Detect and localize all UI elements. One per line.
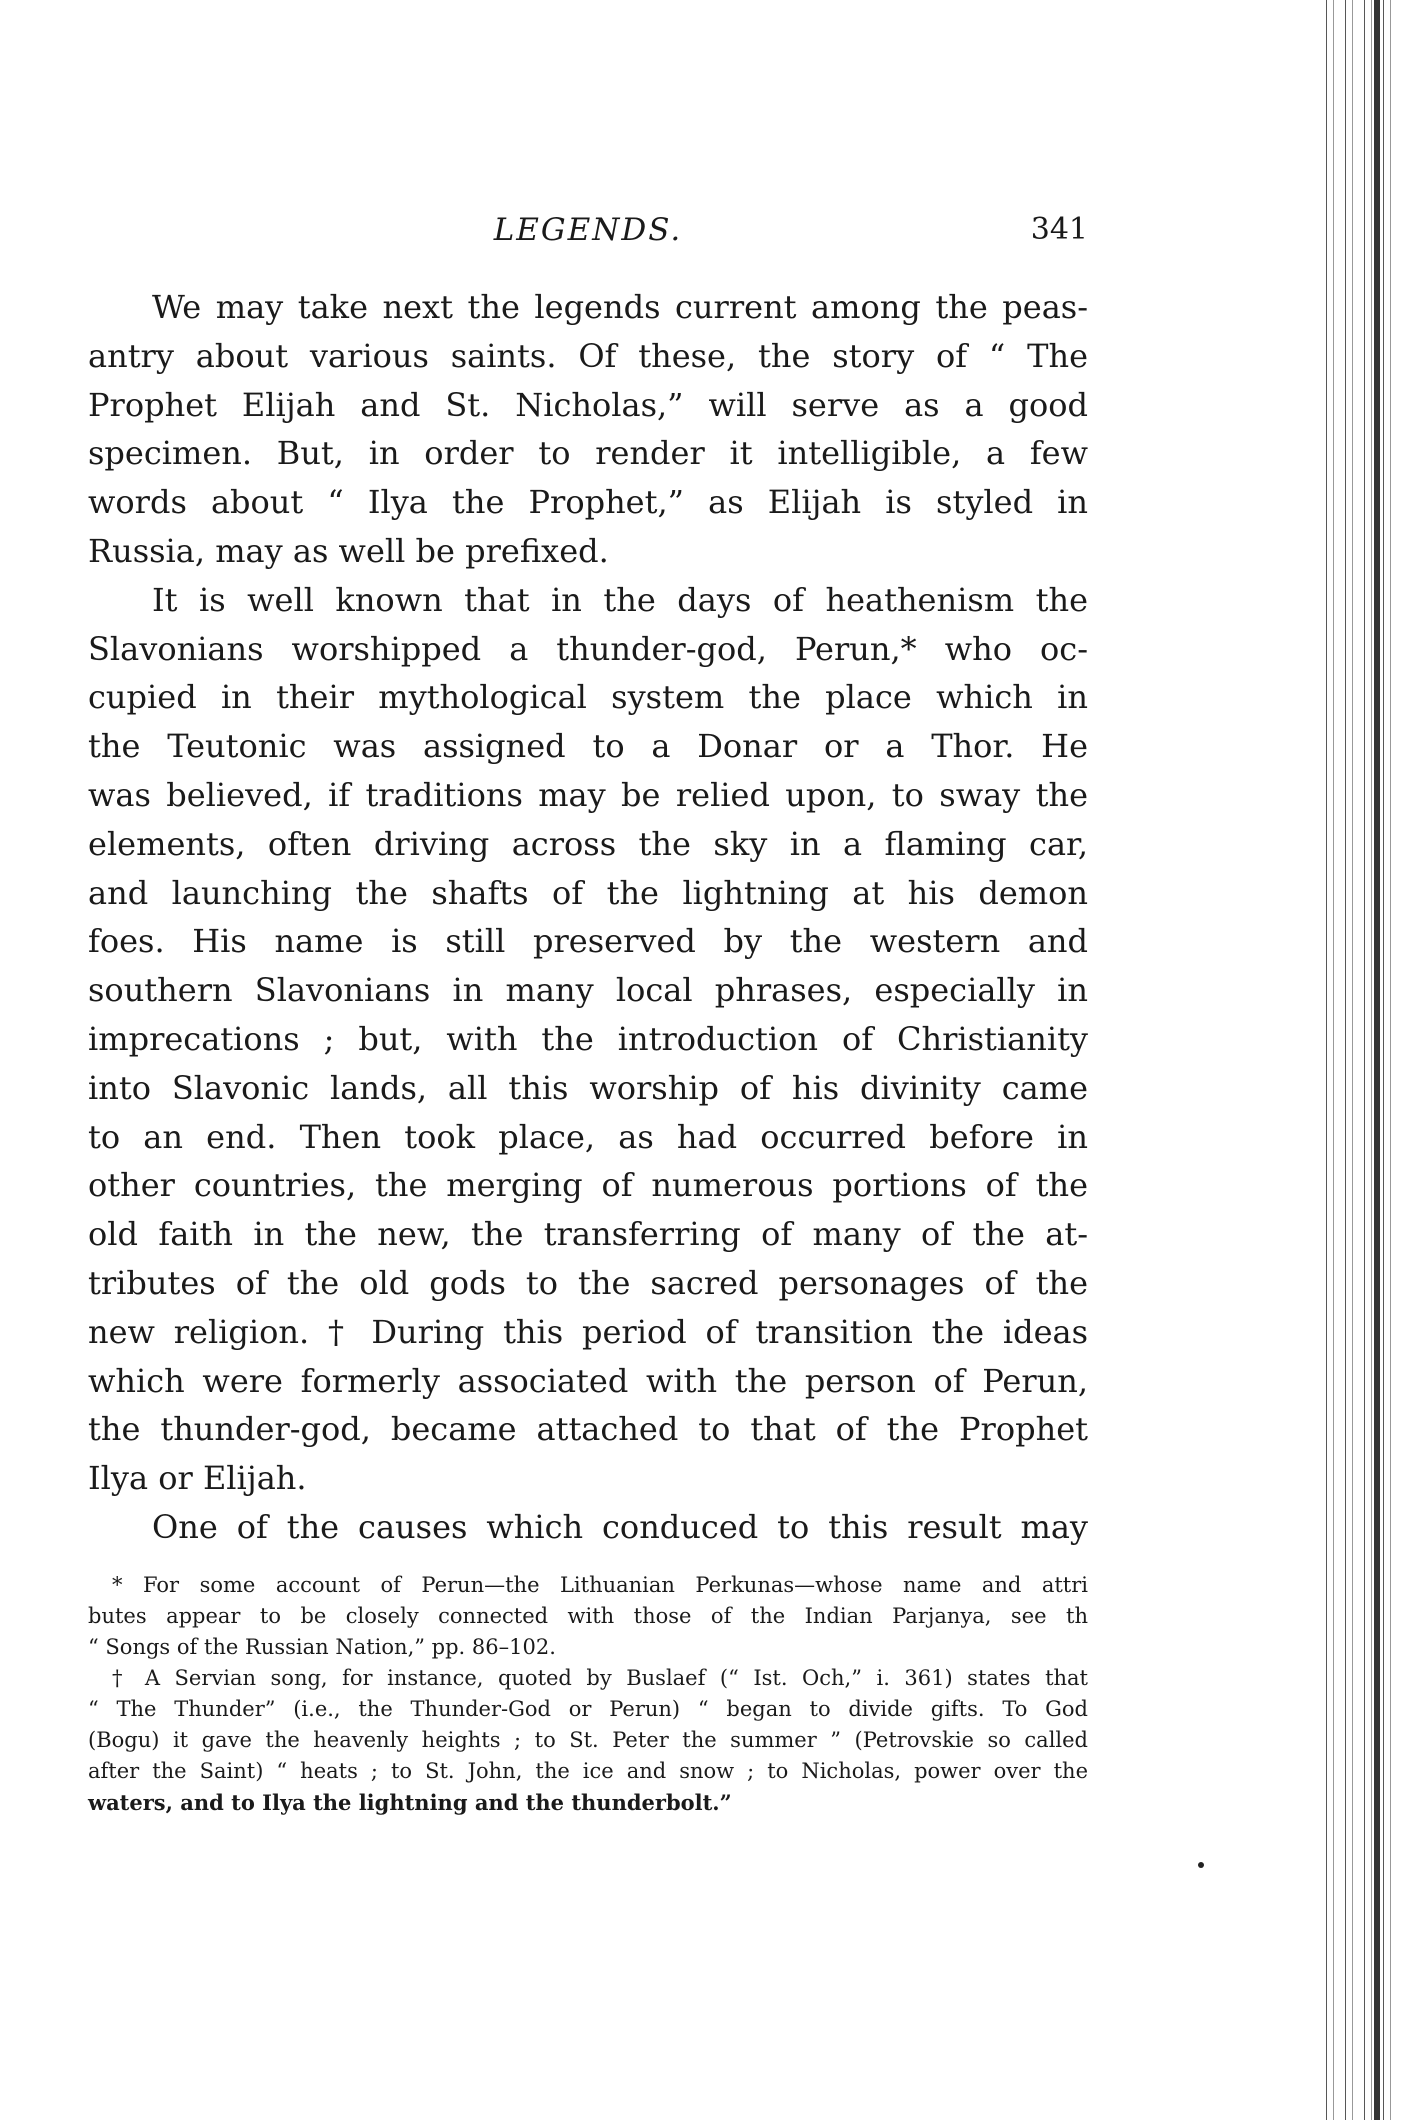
text-line: old faith in the new, the transferring of many of the at- <box>88 1215 1088 1254</box>
text-line: other countries, the merging of numerous portions of the <box>88 1166 1088 1205</box>
text-line: imprecations ; but, with the introduction of Christianity <box>88 1019 1088 1058</box>
text-line: to an end. Then took place, as had occurred before in <box>88 1117 1088 1156</box>
text-line: It is well known that in the days of heathenism the <box>152 580 1088 619</box>
text-line: words about “ Ilya the Prophet,” as Elijah is styled in <box>88 483 1088 522</box>
page-number: 341 <box>1030 212 1088 247</box>
book-spine-line <box>1374 0 1380 2120</box>
text-line: specimen. But, in order to render it intelligible, a few <box>88 434 1088 473</box>
book-edge-shadow <box>1320 0 1402 2120</box>
ink-speck <box>1198 1862 1204 1868</box>
footnote-line: * For some account of Perun—the Lithuanian Perkunas—whose name and attri <box>112 1573 1088 1597</box>
text-line: Prophet Elijah and St. Nicholas,” will serve as a good <box>88 385 1088 424</box>
footnotes <box>88 1570 1088 1818</box>
text-line: which were formerly associated with the person of Perun, <box>88 1361 1088 1400</box>
text-line: southern Slavonians in many local phrases, especially in <box>88 971 1088 1010</box>
text-line: Russia, may as well be prefixed. <box>88 531 609 570</box>
text-line: Slavonians worshipped a thunder-god, Perun,* who oc- <box>88 629 1088 668</box>
text-line: the thunder-god, became attached to that of the Prophet <box>88 1410 1088 1449</box>
text-line: One of the causes which conduced to this result may <box>152 1507 1088 1546</box>
body-text <box>88 283 1088 1552</box>
text-line: tributes of the old gods to the sacred personages of the <box>88 1263 1088 1302</box>
text-line: elements, often driving across the sky in a flaming car, <box>88 824 1088 863</box>
footnote-line: (Bogu) it gave the heavenly heights ; to St. Peter the summer ” (Petrovskie so called <box>88 1728 1088 1752</box>
text-line: into Slavonic lands, all this worship of his divinity came <box>88 1068 1088 1107</box>
text-line: the Teutonic was assigned to a Donar or a Thor. He <box>88 727 1088 766</box>
page-header <box>88 212 1088 260</box>
footnote-line: “ The Thunder” (i.e., the Thunder-God or Perun) “ began to divide gifts. To God <box>88 1697 1088 1721</box>
footnote-line: “ Songs of the Russian Nation,” pp. 86–102. <box>88 1635 556 1659</box>
text-line: We may take next the legends current among the peas- <box>152 288 1088 326</box>
footnote-line: butes appear to be closely connected with those of the Indian Parjanya, see th <box>88 1604 1088 1628</box>
text-line: new religion. † During this period of transition the ideas <box>88 1312 1088 1351</box>
text-line: cupied in their mythological system the place which in <box>88 678 1088 717</box>
text-line: foes. His name is still preserved by the western and <box>88 922 1088 961</box>
text-line: Ilya or Elijah. <box>88 1459 307 1498</box>
footnote-line: after the Saint) “ heats ; to St. John, the ice and snow ; to Nicholas, power over the <box>88 1759 1088 1783</box>
text-line: and launching the shafts of the lightning at his demon <box>88 873 1088 912</box>
footnote-line: † A Servian song, for instance, quoted by Buslaef (“ Ist. Och,” i. 361) states that <box>112 1666 1088 1690</box>
footnote-line: waters, and to Ilya the lightning and the thunderbolt.” <box>88 1790 732 1815</box>
running-title: LEGENDS. <box>493 212 683 248</box>
text-line: was believed, if traditions may be relied upon, to sway the <box>88 775 1088 814</box>
text-line: antry about various saints. Of these, the story of “ The <box>88 336 1088 375</box>
